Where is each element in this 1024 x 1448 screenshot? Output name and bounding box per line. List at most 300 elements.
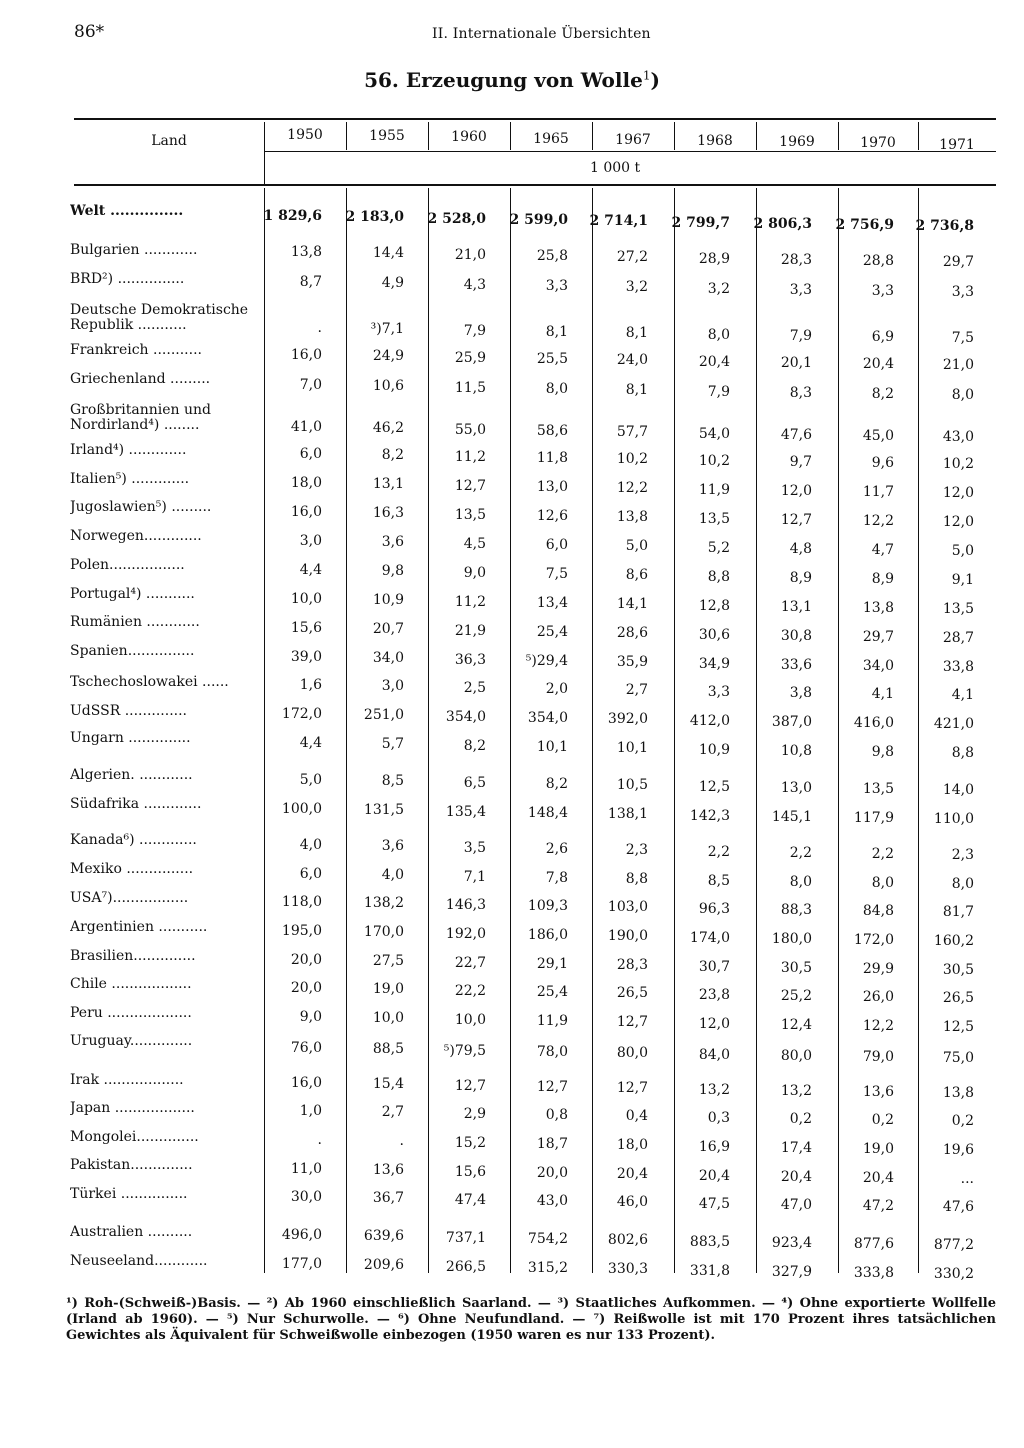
table-cell: 754,2: [527, 1230, 568, 1247]
row-label: Pakistan..............: [70, 1158, 193, 1173]
table-cell: .: [399, 1133, 404, 1150]
table-cell: 192,0: [445, 925, 486, 942]
table-cell: 2,3: [951, 847, 974, 864]
table-cell: 34,0: [862, 658, 894, 675]
table-cell: 180,0: [771, 930, 812, 947]
table-cell: 330,3: [607, 1261, 648, 1278]
table-cell: 103,0: [607, 899, 648, 916]
table-cell: 16,0: [290, 1075, 322, 1091]
table-cell: 84,8: [862, 903, 894, 920]
table-cell: 877,2: [933, 1237, 974, 1254]
table-cell: 0,4: [625, 1108, 648, 1125]
table-cell: 12,7: [454, 477, 486, 494]
row-label: Rumänien ............: [70, 615, 200, 630]
table-cell: 20,4: [616, 1166, 648, 1183]
table-cell: 47,0: [780, 1196, 812, 1213]
table-cell: 7,9: [789, 327, 812, 344]
table-cell: 3,3: [871, 283, 894, 300]
table-cell: 2 806,3: [753, 215, 812, 232]
table-cell: 117,9: [853, 810, 894, 827]
table-cell: 8,6: [625, 567, 648, 584]
table-cell: 18,0: [290, 475, 322, 491]
table-cell: 14,4: [372, 245, 404, 262]
table-cell: 28,3: [780, 251, 812, 268]
table-cell: 16,3: [372, 505, 404, 522]
table-cell: 8,9: [789, 569, 812, 586]
table-cell: 327,9: [771, 1263, 812, 1280]
table-cell: 22,2: [454, 982, 486, 999]
table-cell: 47,4: [454, 1191, 486, 1208]
row-label: Jugoslawien⁵) .........: [70, 500, 212, 515]
row-label: Argentinien ...........: [70, 920, 208, 935]
table-cell: 5,2: [707, 539, 730, 556]
table-cell: 8,2: [545, 775, 568, 792]
table-cell: 4,3: [463, 276, 486, 293]
table-cell: 209,6: [363, 1257, 404, 1274]
table-cell: 8,0: [871, 875, 894, 892]
table-cell: 4,7: [871, 542, 894, 559]
table-cell: 142,3: [689, 807, 730, 824]
table-cell: 3,3: [707, 683, 730, 700]
table-cell: 10,5: [616, 777, 648, 794]
table-cell: 11,8: [536, 449, 568, 466]
table-cell: 3,0: [299, 533, 322, 549]
table-cell: ³)7,1: [370, 321, 404, 338]
table-cell: 135,4: [445, 803, 486, 820]
header-year-1968: 1968: [697, 133, 733, 149]
row-label: Polen.................: [70, 558, 185, 573]
table-cell: 2,9: [463, 1105, 486, 1122]
table-cell: 412,0: [689, 712, 730, 729]
table-cell: 0,2: [871, 1112, 894, 1129]
table-cell: 13,2: [698, 1081, 730, 1098]
running-head: II. Internationale Übersichten: [432, 26, 651, 42]
row-label: Neuseeland............: [70, 1254, 208, 1269]
table-cell: 84,0: [698, 1046, 730, 1063]
table-cell: 2 183,0: [345, 209, 404, 226]
table-cell: 5,7: [381, 736, 404, 753]
table-cell: 2,0: [545, 680, 568, 697]
table-cell: 25,4: [536, 983, 568, 1000]
table-cell: 12,7: [780, 511, 812, 528]
table-cell: 36,3: [454, 651, 486, 668]
table-cell: 76,0: [290, 1040, 322, 1056]
header-year-1965: 1965: [533, 130, 569, 147]
table-cell: 55,0: [454, 421, 486, 438]
table-cell: 9,7: [789, 453, 812, 470]
table-title-text: 56. Erzeugung von Wolle: [364, 68, 643, 92]
table-cell: 12,8: [698, 597, 730, 614]
table-cell: 20,0: [536, 1164, 568, 1181]
table-cell: 9,6: [871, 455, 894, 472]
table-cell: 12,0: [942, 485, 974, 502]
table-cell: 172,0: [853, 932, 894, 949]
table-cell: 8,7: [299, 274, 322, 290]
table-cell: 5,0: [625, 538, 648, 555]
table-cell: 16,0: [290, 347, 322, 363]
table-cell: 4,8: [789, 540, 812, 557]
row-label: Japan ..................: [70, 1101, 195, 1116]
row-label: UdSSR ..............: [70, 704, 187, 719]
table-cell: 11,2: [454, 593, 486, 610]
table-cell: 57,7: [616, 424, 648, 441]
table-cell: 41,0: [290, 419, 322, 435]
table-cell: 19,0: [372, 981, 404, 998]
table-cell: 2,7: [625, 682, 648, 699]
table-cell: 3,5: [463, 839, 486, 856]
table-cell: 4,0: [299, 837, 322, 853]
table-cell: 8,1: [625, 325, 648, 342]
row-label: Irak ..................: [70, 1073, 184, 1088]
table-cell: 10,2: [616, 451, 648, 468]
table-cell: 20,4: [698, 1167, 730, 1184]
table-cell: 29,7: [942, 254, 974, 271]
table-cell: 12,7: [616, 1014, 648, 1031]
table-cell: 16,9: [698, 1138, 730, 1155]
table-cell: 20,1: [780, 354, 812, 371]
table-cell: 416,0: [853, 715, 894, 732]
table-cell: 9,8: [871, 744, 894, 761]
header-column-land: Land: [151, 133, 187, 149]
table-cell: 4,1: [951, 687, 974, 704]
table-cell: 4,1: [871, 686, 894, 703]
table-cell: 13,5: [942, 601, 974, 618]
table-cell: 387,0: [771, 713, 812, 730]
table-cell: 25,8: [536, 247, 568, 264]
table-cell: 28,3: [616, 957, 648, 974]
table-cell: 3,8: [789, 684, 812, 701]
table-cell: 737,1: [445, 1229, 486, 1246]
table-cell: 10,9: [698, 741, 730, 758]
table-cell: 883,5: [689, 1233, 730, 1250]
table-cell: 145,1: [771, 808, 812, 825]
table-cell: 10,1: [616, 740, 648, 757]
table-cell: 20,4: [780, 1168, 812, 1185]
table-cell: 8,0: [789, 873, 812, 890]
table-cell: 0,2: [789, 1110, 812, 1127]
row-label: Mexiko ...............: [70, 862, 194, 877]
table-cell: 22,7: [454, 954, 486, 971]
table-cell: ...: [960, 1171, 974, 1188]
table-cell: 28,8: [862, 253, 894, 270]
table-cell: 19,6: [942, 1142, 974, 1159]
table-cell: 3,3: [951, 284, 974, 301]
table-cell: 21,9: [454, 622, 486, 639]
table-cell: 13,6: [372, 1162, 404, 1179]
table-cell: 109,3: [527, 897, 568, 914]
table-cell: 20,4: [862, 1170, 894, 1187]
table-cell: 25,4: [536, 623, 568, 640]
table-cell: 12,0: [942, 514, 974, 531]
table-cell: 8,5: [707, 872, 730, 889]
table-cell: 25,5: [536, 350, 568, 367]
table-cell: 2,7: [381, 1104, 404, 1121]
table-cell: 4,5: [463, 535, 486, 552]
table-cell: 5,0: [299, 772, 322, 788]
table-cell: 10,6: [372, 378, 404, 395]
table-cell: 2,3: [625, 842, 648, 859]
table-cell: 11,7: [862, 484, 894, 501]
table-cell: 26,5: [942, 990, 974, 1007]
table-cell: 12,0: [780, 482, 812, 499]
table-cell: 4,4: [299, 562, 322, 578]
table-cell: 30,8: [780, 627, 812, 644]
table-cell: 923,4: [771, 1234, 812, 1251]
table-cell: 81,7: [942, 904, 974, 921]
table-cell: 3,2: [625, 279, 648, 296]
table-cell: 131,5: [363, 802, 404, 819]
table-cell: 12,7: [536, 1078, 568, 1095]
table-cell: 6,0: [299, 866, 322, 882]
table-cell: 6,9: [871, 329, 894, 346]
table-cell: 46,2: [372, 420, 404, 437]
table-cell: 11,5: [454, 379, 486, 396]
table-cell: 13,0: [780, 779, 812, 796]
row-label: Chile ..................: [70, 977, 192, 992]
table-cell: 2,2: [707, 843, 730, 860]
table-cell: 78,0: [536, 1043, 568, 1060]
table-cell: 8,2: [871, 386, 894, 403]
table-cell: 4,0: [381, 867, 404, 884]
table-cell: 13,4: [536, 594, 568, 611]
table-cell: 19,0: [862, 1141, 894, 1158]
table-cell: 12,6: [536, 507, 568, 524]
table-cell: 12,5: [698, 778, 730, 795]
table-cell: 27,5: [372, 953, 404, 970]
table-cell: 3,3: [545, 277, 568, 294]
table-cell: 7,0: [299, 377, 322, 393]
table-cell: 333,8: [853, 1265, 894, 1282]
table-cell: 16,0: [290, 504, 322, 520]
table-cell: 496,0: [281, 1227, 322, 1243]
row-label: Kanada⁶) .............: [70, 833, 197, 848]
table-cell: 8,2: [463, 737, 486, 754]
row-label: Irland⁴) .............: [70, 443, 187, 458]
row-label: BRD²) ...............: [70, 272, 185, 287]
header-year-1967: 1967: [615, 131, 651, 148]
table-cell: 15,4: [372, 1076, 404, 1093]
row-label: Mongolei..............: [70, 1130, 199, 1145]
header-year-1955: 1955: [369, 128, 405, 145]
table-cell: 0,3: [707, 1109, 730, 1126]
table-cell: 110,0: [933, 811, 974, 828]
table-cell: 8,3: [789, 384, 812, 401]
table-title: [0, 68, 1024, 92]
table-cell: 8,8: [707, 568, 730, 585]
table-cell: 21,0: [454, 246, 486, 263]
table-cell: 13,2: [780, 1082, 812, 1099]
table-cell: 5,0: [951, 543, 974, 560]
table-cell: 13,5: [698, 510, 730, 527]
table-cell: 11,9: [536, 1012, 568, 1029]
table-cell: 177,0: [281, 1256, 322, 1272]
table-cell: 15,6: [290, 620, 322, 636]
table-cell: 12,5: [942, 1019, 974, 1036]
table-cell: 47,6: [942, 1199, 974, 1216]
table-cell: 9,1: [951, 572, 974, 589]
table-cell: .: [317, 1132, 322, 1148]
table-cell: 8,5: [381, 773, 404, 790]
table-cell: 43,0: [536, 1192, 568, 1209]
table-cell: 13,5: [862, 781, 894, 798]
table-cell: 2 528,0: [427, 210, 486, 227]
table-cell: 9,0: [463, 564, 486, 581]
table-cell: 13,1: [372, 476, 404, 493]
table-cell: 7,9: [463, 322, 486, 339]
row-label: Frankreich ...........: [70, 343, 202, 358]
table-cell: 15,2: [454, 1134, 486, 1151]
table-cell: 12,2: [862, 1018, 894, 1035]
table-cell: 2,5: [463, 679, 486, 696]
table-cell: 54,0: [698, 425, 730, 442]
header-year-1969: 1969: [779, 134, 815, 151]
table-cell: 88,3: [780, 901, 812, 918]
table-cell: 75,0: [942, 1050, 974, 1067]
table-cell: 2 756,9: [835, 217, 894, 234]
table-cell: 14,0: [942, 782, 974, 799]
table-cell: 39,0: [290, 649, 322, 665]
table-cell: 28,9: [698, 250, 730, 267]
table-cell: 34,0: [372, 650, 404, 667]
table-cell: 18,7: [536, 1135, 568, 1152]
table-cell: 3,2: [707, 280, 730, 297]
table-cell: 331,8: [689, 1262, 730, 1279]
row-label: Portugal⁴) ...........: [70, 587, 195, 602]
table-cell: 20,0: [290, 980, 322, 996]
table-cell: 88,5: [372, 1041, 404, 1058]
row-label: Türkei ...............: [70, 1187, 188, 1202]
table-cell: 25,2: [780, 987, 812, 1004]
table-cell: 8,2: [381, 447, 404, 464]
row-label: Ungarn ..............: [70, 731, 191, 746]
row-label: Norwegen.............: [70, 529, 202, 544]
table-cell: 47,6: [780, 426, 812, 443]
table-cell: 23,8: [698, 986, 730, 1003]
table-cell: 877,6: [853, 1236, 894, 1253]
row-label: USA⁷).................: [70, 891, 189, 906]
page-number: 86*: [74, 22, 105, 42]
table-cell: 10,1: [536, 738, 568, 755]
table-cell: 8,0: [951, 876, 974, 893]
table-cell: 29,7: [862, 629, 894, 646]
table-cell: 13,8: [616, 509, 648, 526]
table-cell: 17,4: [780, 1139, 812, 1156]
table-cell: 13,5: [454, 506, 486, 523]
table-cell: 20,4: [862, 356, 894, 373]
table-cell: 20,7: [372, 621, 404, 638]
table-cell: 13,1: [780, 598, 812, 615]
table-cell: 148,4: [527, 804, 568, 821]
table-cell: 20,0: [290, 952, 322, 968]
table-cell: 315,2: [527, 1259, 568, 1276]
table-cell: 28,7: [942, 630, 974, 647]
table-cell: 47,2: [862, 1198, 894, 1215]
table-cell: 8,8: [951, 745, 974, 762]
table-cell: 12,2: [862, 513, 894, 530]
table-cell: 10,0: [290, 591, 322, 607]
table-cell: 8,0: [545, 380, 568, 397]
title-footnote-ref: 1: [642, 68, 651, 83]
table-cell: 10,0: [454, 1011, 486, 1028]
table-cell: 12,0: [698, 1015, 730, 1032]
table-cell: 13,0: [536, 478, 568, 495]
table-cell: 96,3: [698, 900, 730, 917]
table-cell: 195,0: [281, 923, 322, 939]
table-cell: 10,2: [942, 456, 974, 473]
row-label: Uruguay..............: [70, 1034, 193, 1049]
table-cell: 4,9: [381, 275, 404, 292]
table-cell: 138,1: [607, 806, 648, 823]
header-year-1950: 1950: [287, 127, 323, 143]
table-cell: 8,8: [625, 871, 648, 888]
unit-label: 1 000 t: [590, 160, 641, 176]
table-cell: 33,8: [942, 659, 974, 676]
table-cell: 20,4: [698, 353, 730, 370]
table-cell: 1,6: [299, 677, 322, 693]
table-cell: 2 599,0: [509, 211, 568, 228]
table-cell: 0,8: [545, 1106, 568, 1123]
table-cell: 10,9: [372, 592, 404, 609]
table-cell: 30,6: [698, 626, 730, 643]
row-label: Südafrika .............: [70, 797, 202, 812]
row-label: Bulgarien ............: [70, 243, 198, 258]
table-cell: 25,9: [454, 349, 486, 366]
table-cell: 2 736,8: [915, 218, 974, 235]
table-cell: 21,0: [942, 357, 974, 374]
header-year-1970: 1970: [860, 135, 896, 152]
table-cell: 421,0: [933, 716, 974, 733]
header-year-1960: 1960: [451, 129, 487, 146]
table-cell: 13,8: [862, 600, 894, 617]
table-cell: 2 799,7: [671, 214, 730, 231]
table-cell: 6,0: [545, 536, 568, 553]
table-cell: 190,0: [607, 928, 648, 945]
table-cell: 8,9: [871, 571, 894, 588]
table-cell: 29,1: [536, 955, 568, 972]
table-cell: 3,3: [789, 281, 812, 298]
table-top-rule: [74, 118, 996, 120]
row-label: Australien ..........: [70, 1225, 193, 1240]
table-cell: 160,2: [933, 933, 974, 950]
table-cell: 174,0: [689, 929, 730, 946]
row-label: Peru ...................: [70, 1006, 192, 1021]
table-cell: ⁵)79,5: [443, 1042, 486, 1059]
row-label: Brasilien..............: [70, 949, 196, 964]
row-label: Algerien. ............: [70, 768, 193, 783]
table-cell: 3,6: [381, 838, 404, 855]
table-cell: 80,0: [616, 1045, 648, 1062]
table-cell: 13,8: [290, 244, 322, 260]
table-cell: 266,5: [445, 1258, 486, 1275]
table-cell: 11,0: [290, 1161, 322, 1177]
table-cell: 7,9: [707, 383, 730, 400]
table-cell: 9,8: [381, 563, 404, 580]
table-cell: .: [317, 320, 322, 336]
table-cell: 10,8: [780, 742, 812, 759]
table-cell: 12,7: [616, 1080, 648, 1097]
table-cell: 8,0: [951, 387, 974, 404]
table-cell: 8,1: [545, 323, 568, 340]
row-label: Welt ...............: [70, 204, 184, 219]
table-cell: 7,8: [545, 869, 568, 886]
table-cell: 58,6: [536, 422, 568, 439]
table-cell: 26,5: [616, 985, 648, 1002]
table-cell: 24,9: [372, 348, 404, 365]
table-cell: 2,2: [789, 844, 812, 861]
table-cell: 4,4: [299, 735, 322, 751]
table-cell: 14,1: [616, 596, 648, 613]
table-cell: 7,5: [545, 565, 568, 582]
